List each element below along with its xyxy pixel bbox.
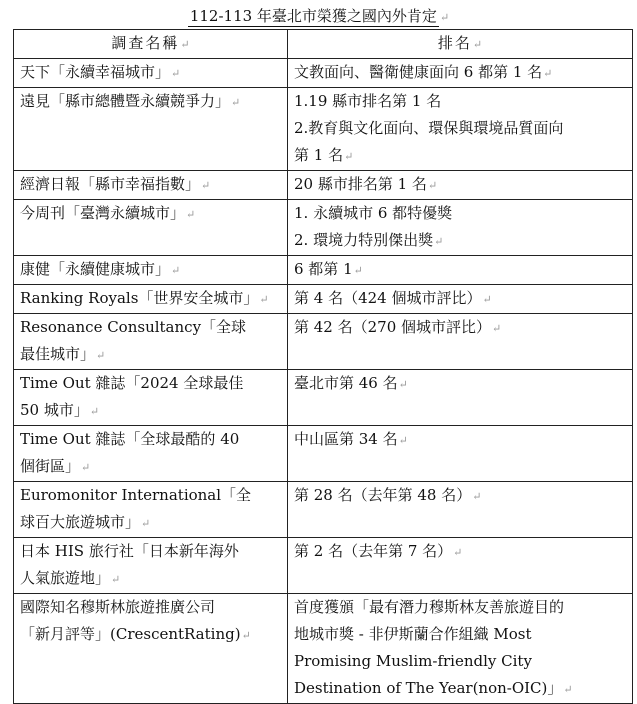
survey-name-cell-line <box>20 59 283 87</box>
paragraph-mark-icon: ↵ <box>398 434 408 447</box>
survey-name-cell-text: 球百大旅遊城市」 <box>20 513 141 531</box>
paragraph-mark-icon: ↵ <box>186 208 196 221</box>
survey-name-cell-text: 國際知名穆斯林旅遊推廣公司 <box>20 598 216 616</box>
ranking-cell-line <box>294 59 628 87</box>
ranking-cell-text: Promising Muslim-friendly City <box>294 652 532 670</box>
paragraph-mark-icon: ↵ <box>171 67 181 80</box>
ranking-cell-text: 2.教育與文化面向、環保與環境品質面向 <box>294 119 564 137</box>
paragraph-mark-icon: ↵ <box>439 11 450 24</box>
survey-name-cell-text: 日本 HIS 旅行社「日本新年海外 <box>20 542 239 560</box>
paragraph-mark-icon: ↵ <box>398 378 408 391</box>
survey-name-cell <box>14 594 288 704</box>
table-row <box>14 171 633 200</box>
paragraph-mark-icon: ↵ <box>543 67 553 80</box>
ranking-cell-text: 1. 永續城市 6 都特優獎 <box>294 204 453 222</box>
survey-name-cell <box>14 426 288 482</box>
survey-name-cell-line <box>20 370 283 397</box>
paragraph-mark-icon: ↵ <box>81 461 91 474</box>
ranking-cell-line <box>294 285 628 313</box>
survey-name-cell-text: 康健「永續健康城市」 <box>20 260 171 278</box>
paragraph-mark-icon: ↵ <box>427 179 438 192</box>
table-header-row <box>14 30 633 59</box>
survey-name-cell-line <box>20 341 283 369</box>
paragraph-mark-icon: ↵ <box>141 517 151 530</box>
ranking-cell-text: 第 42 名（270 個城市評比） <box>294 318 492 336</box>
paragraph-mark-icon: ↵ <box>201 179 211 192</box>
header-survey-name: 調查名稱↵ <box>14 30 288 59</box>
survey-name-cell <box>14 200 288 256</box>
ranking-cell <box>288 88 633 171</box>
survey-name-cell-text: 天下「永續幸福城市」 <box>20 63 171 81</box>
ranking-cell-line <box>294 256 628 284</box>
survey-name-cell <box>14 59 288 88</box>
paragraph-mark-icon: ↵ <box>89 405 100 418</box>
survey-name-cell <box>14 538 288 594</box>
document-title-text: 112-113 年臺北市榮獲之國內外肯定 <box>189 7 437 25</box>
survey-name-cell <box>14 171 288 200</box>
ranking-cell <box>288 200 633 256</box>
ranking-cell-line <box>294 88 628 115</box>
paragraph-mark-icon: ↵ <box>231 96 241 109</box>
ranking-cell-line <box>294 482 628 510</box>
table-row <box>14 426 633 482</box>
ranking-cell-line <box>294 594 628 621</box>
ranking-cell <box>288 538 633 594</box>
ranking-cell-line <box>294 314 628 342</box>
survey-name-cell-text: Ranking Royals「世界安全城市」 <box>20 289 259 307</box>
survey-name-cell-line <box>20 621 283 649</box>
paragraph-mark-icon: ↵ <box>482 293 492 306</box>
ranking-cell-text: 6 都第 1 <box>294 260 353 278</box>
survey-name-cell <box>14 285 288 314</box>
survey-name-cell-line <box>20 88 283 116</box>
paragraph-mark-icon: ↵ <box>563 683 573 696</box>
table-row <box>14 285 633 314</box>
ranking-cell <box>288 426 633 482</box>
survey-name-cell-text: 人氣旅遊地」 <box>20 569 111 587</box>
ranking-cell-text: 中山區第 34 名 <box>294 430 398 448</box>
ranking-cell-text: 1.19 縣市排名第 1 名 <box>294 92 442 110</box>
table-row <box>14 314 633 370</box>
paragraph-mark-icon: ↵ <box>171 264 181 277</box>
ranking-cell <box>288 59 633 88</box>
table-row <box>14 538 633 594</box>
ranking-cell-line <box>294 115 628 142</box>
ranking-cell-text: 第 2 名（去年第 7 名） <box>294 542 453 560</box>
survey-name-cell-text: 個街區」 <box>20 457 81 475</box>
paragraph-mark-icon: ↵ <box>180 38 192 51</box>
ranking-cell-line <box>294 171 628 199</box>
paragraph-mark-icon: ↵ <box>492 322 502 335</box>
ranking-cell-line <box>294 621 628 648</box>
ranking-cell <box>288 314 633 370</box>
ranking-cell-text: 地城市獎 - 非伊斯蘭合作組織 Most <box>294 625 532 643</box>
ranking-cell-line <box>294 200 628 227</box>
ranking-cell-text: 2. 環境力特別傑出獎 <box>294 231 434 249</box>
survey-name-cell-text: 遠見「縣市總體暨永續競爭力」 <box>20 92 231 110</box>
ranking-cell-line <box>294 426 628 454</box>
ranking-cell <box>288 482 633 538</box>
paragraph-mark-icon: ↵ <box>353 264 363 277</box>
ranking-cell-line <box>294 648 628 675</box>
table-row <box>14 256 633 285</box>
ranking-cell-text: 20 縣市排名第 1 名 <box>294 175 427 193</box>
ranking-cell <box>288 171 633 200</box>
survey-name-cell-line <box>20 200 283 228</box>
survey-name-cell-text: 最佳城市」 <box>20 345 96 363</box>
survey-name-cell-line <box>20 171 283 199</box>
survey-name-cell-text: 經濟日報「縣市幸福指數」 <box>20 175 201 193</box>
survey-name-cell-line <box>20 482 283 509</box>
survey-name-cell-text: 「新月評等」(CrescentRating) <box>20 625 241 643</box>
survey-name-cell-line <box>20 314 283 341</box>
paragraph-mark-icon: ↵ <box>344 150 354 163</box>
ranking-cell-text: 第 28 名（去年第 48 名） <box>294 486 472 504</box>
survey-name-cell-line <box>20 565 283 593</box>
document-title <box>0 6 637 28</box>
paragraph-mark-icon: ↵ <box>96 349 106 362</box>
survey-name-cell-line <box>20 426 283 453</box>
table-row <box>14 370 633 426</box>
survey-name-cell <box>14 88 288 171</box>
survey-name-cell-text: Resonance Consultancy「全球 <box>20 318 247 336</box>
ranking-cell-line <box>294 227 628 255</box>
paragraph-mark-icon: ↵ <box>259 293 269 306</box>
survey-name-cell-line <box>20 256 283 284</box>
ranking-cell-line <box>294 370 628 398</box>
survey-name-cell-text: 今周刊「臺灣永續城市」 <box>20 204 186 222</box>
table-row <box>14 200 633 256</box>
ranking-cell-line <box>294 675 628 703</box>
survey-name-cell <box>14 314 288 370</box>
survey-name-cell-text: Time Out 雜誌「2024 全球最佳 <box>20 374 244 392</box>
header-ranking: 排名↵ <box>288 30 633 59</box>
paragraph-mark-icon: ↵ <box>241 629 251 642</box>
ranking-cell-text: Destination of The Year(non-OIC)」 <box>294 679 563 697</box>
paragraph-mark-icon: ↵ <box>453 546 463 559</box>
paragraph-mark-icon: ↵ <box>434 235 444 248</box>
ranking-cell-line <box>294 538 628 566</box>
survey-name-cell-line <box>20 453 283 481</box>
survey-name-cell-line <box>20 594 283 621</box>
ranking-cell-text: 文教面向、醫衛健康面向 6 都第 1 名 <box>294 63 543 81</box>
survey-name-cell-line <box>20 397 283 425</box>
ranking-cell-text: 臺北市第 46 名 <box>294 374 398 392</box>
ranking-cell <box>288 370 633 426</box>
table-row <box>14 594 633 704</box>
survey-name-cell-text: Euromonitor International「全 <box>20 486 252 504</box>
table-row <box>14 482 633 538</box>
survey-name-cell-text: 50 城市」 <box>20 401 89 419</box>
survey-name-cell-line <box>20 285 283 313</box>
survey-name-cell <box>14 370 288 426</box>
paragraph-mark-icon: ↵ <box>472 490 482 503</box>
table-row <box>14 88 633 171</box>
ranking-cell-text: 第 4 名（424 個城市評比） <box>294 289 482 307</box>
ranking-cell-line <box>294 142 628 170</box>
ranking-cell-text: 第 1 名 <box>294 146 344 164</box>
paragraph-mark-icon: ↵ <box>111 573 121 586</box>
survey-name-cell-line <box>20 538 283 565</box>
ranking-cell <box>288 256 633 285</box>
survey-name-cell-line <box>20 509 283 537</box>
ranking-cell <box>288 594 633 704</box>
survey-name-cell-text: Time Out 雜誌「全球最酷的 40 <box>20 430 240 448</box>
ranking-cell-text: 首度獲頒「最有潛力穆斯林友善旅遊目的 <box>294 598 565 616</box>
survey-name-cell <box>14 256 288 285</box>
table-row <box>14 59 633 88</box>
awards-table-body <box>14 59 633 704</box>
ranking-cell <box>288 285 633 314</box>
awards-table <box>13 29 633 704</box>
paragraph-mark-icon: ↵ <box>472 38 485 51</box>
survey-name-cell <box>14 482 288 538</box>
